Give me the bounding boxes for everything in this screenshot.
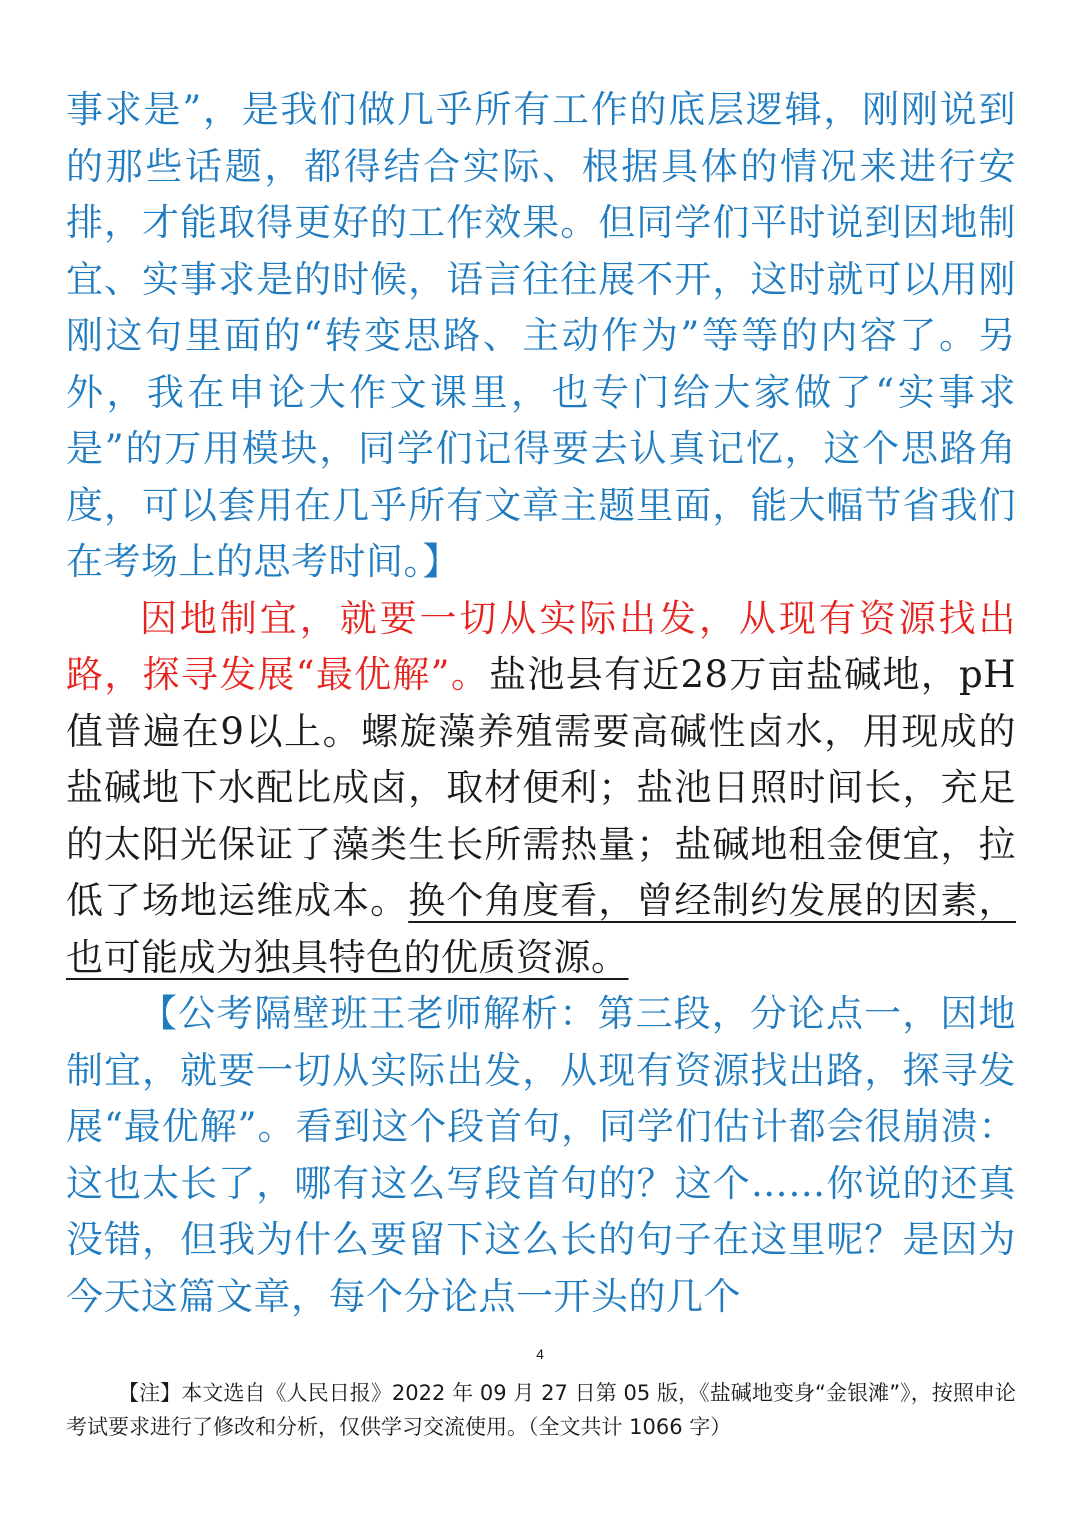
underlined-key-sentence: 换个角度看，曾经制约发展的因素，也可能成为独具特色的优质资源。 [66,879,1016,979]
source-footnote: 【注】本文选自《人民日报》2022 年 09 月 27 日第 05 版，《盐碱地变身“金银滩”》，按照申论考试要求进行了修改和分析，仅供学习交流使用。（全文共计 1066 字） [66,1381,1016,1439]
commentary-paragraph: 【公考隔壁班王老师解析：第三段，分论点一，因地制宜，就要一切从实际出发，从现有资源找出路，探寻发展“最优解”。看到这个段首句，同学们估计都会很崩溃：这也太长了，哪有这么写段首句的？这个……你说的还真没错，但我为什么要留下这么长的句子在这里呢？是因为今天这篇文章，每个分论点一开头的几个 [66,992,1016,1318]
main-text-body: 盐池县有近28万亩盐碱地，pH值普遍在9以上。螺旋藻养殖需要高碱性卤水，用现成的盐碱地下水配比成卤，取材便利；盐池日照时间长，充足的太阳光保证了藻类生长所需热量；盐碱地租金便宜，拉低了场地运维成本。 [66,653,1016,922]
sub-argument-heading: 因地制宜，就要一切从实际出发，从现有资源找出路，探寻发展“最优解”。 [66,596,1016,696]
main-text-paragraph [66,591,1016,987]
commentary-paragraph-continued: 事求是”，是我们做几乎所有工作的底层逻辑，刚刚说到的那些话题，都得结合实际、根据具体的情况来进行安排，才能取得更好的工作效果。但同学们平时说到因地制宜、实事求是的时候，语言往往展不开，这时就可以用刚刚这句里面的“转变思路、主动作为”等等的内容了。另外，我在申论大作文课里，也专门给大家做了“实事求是”的万用模块，同学们记得要去认真记忆，这个思路角度，可以套用在几乎所有文章主题里面，能大幅节省我们在考场上的思考时间。】 [66,88,1016,583]
page-number: 4 [536,1346,544,1362]
body-text [66,82,1016,1325]
